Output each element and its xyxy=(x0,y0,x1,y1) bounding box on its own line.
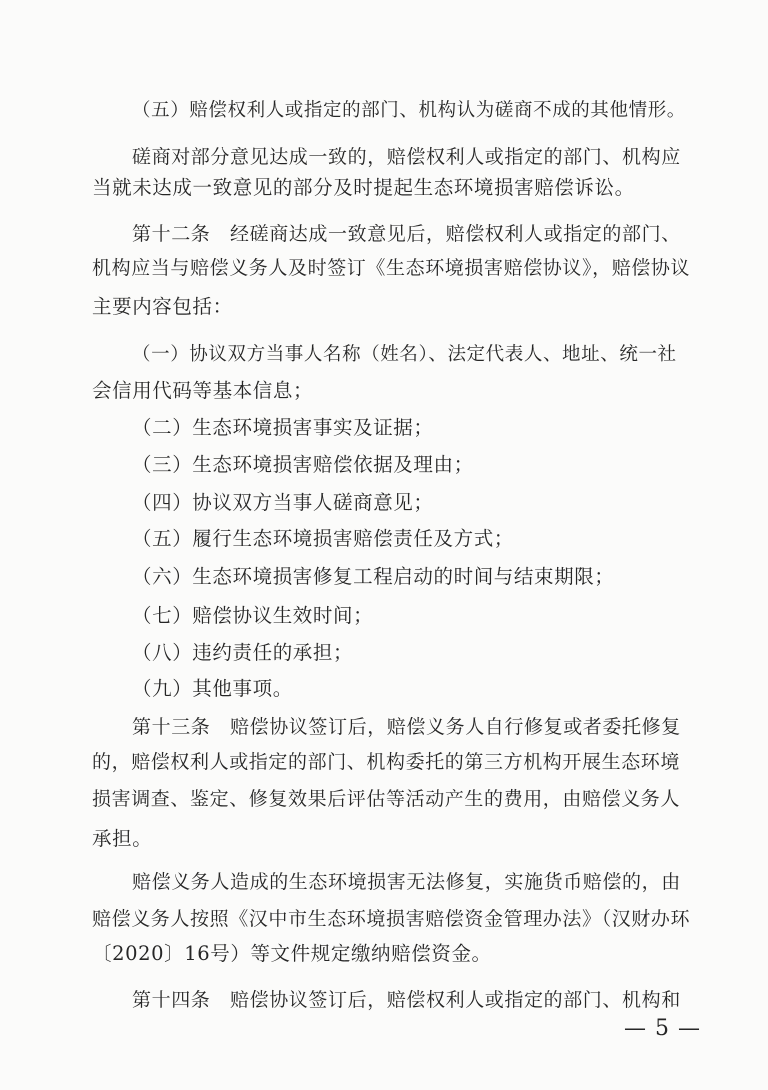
text-line: （一）协议双方当事人名称（姓名）、法定代表人、地址、统一社 xyxy=(132,344,677,365)
text-line: 损害调查、鉴定、修复效果后评估等活动产生的费用，由赔偿义务人 xyxy=(92,788,681,810)
text-line: 第十二条 经磋商达成一致意见后，赔偿权利人或指定的部门、 xyxy=(132,223,681,245)
text-line: 会信用代码等基本信息； xyxy=(92,379,314,402)
text-line: 第十四条 赔偿协议签订后，赔偿权利人或指定的部门、机构和 xyxy=(132,989,681,1011)
text-line: 磋商对部分意见达成一致的，赔偿权利人或指定的部门、机构应 xyxy=(132,146,681,168)
text-line: （九）其他事项。 xyxy=(132,677,293,700)
text-line: （五）赔偿权利人或指定的部门、机构认为磋商不成的其他情形。 xyxy=(132,100,686,121)
text-line: （六）生态环境损害修复工程启动的时间与结束期限； xyxy=(132,565,615,588)
text-line: 第十三条 赔偿协议签订后，赔偿义务人自行修复或者委托修复 xyxy=(132,716,681,738)
page-number: — 5 — xyxy=(624,1016,701,1041)
text-line: 的，赔偿权利人或指定的部门、机构委托的第三方机构开展生态环境 xyxy=(92,751,681,773)
text-line: （五）履行生态环境损害赔偿责任及方式； xyxy=(132,527,514,550)
text-line: 〔2020〕16号）等文件规定缴纳赔偿资金。 xyxy=(92,942,492,965)
text-line: （三）生态环境损害赔偿依据及理由； xyxy=(132,453,474,476)
text-line: 机构应当与赔偿义务人及时签订《生态环境损害赔偿协议》，赔偿协议 xyxy=(92,257,691,279)
text-line: 赔偿义务人按照《汉中市生态环境损害赔偿资金管理办法》（汉财办环 xyxy=(92,908,691,930)
text-line: （八）违约责任的承担； xyxy=(132,641,354,664)
text-line: （七）赔偿协议生效时间； xyxy=(132,604,374,627)
text-line: 当就未达成一致意见的部分及时提起生态环境损害赔偿诉讼。 xyxy=(92,176,635,199)
text-line: 主要内容包括： xyxy=(92,295,233,318)
text-line: （四）协议双方当事人磋商意见； xyxy=(132,491,434,514)
text-line: 赔偿义务人造成的生态环境损害无法修复，实施货币赔偿的，由 xyxy=(132,871,681,893)
text-line: 承担。 xyxy=(92,827,153,850)
text-line: （二）生态环境损害事实及证据； xyxy=(132,416,434,439)
